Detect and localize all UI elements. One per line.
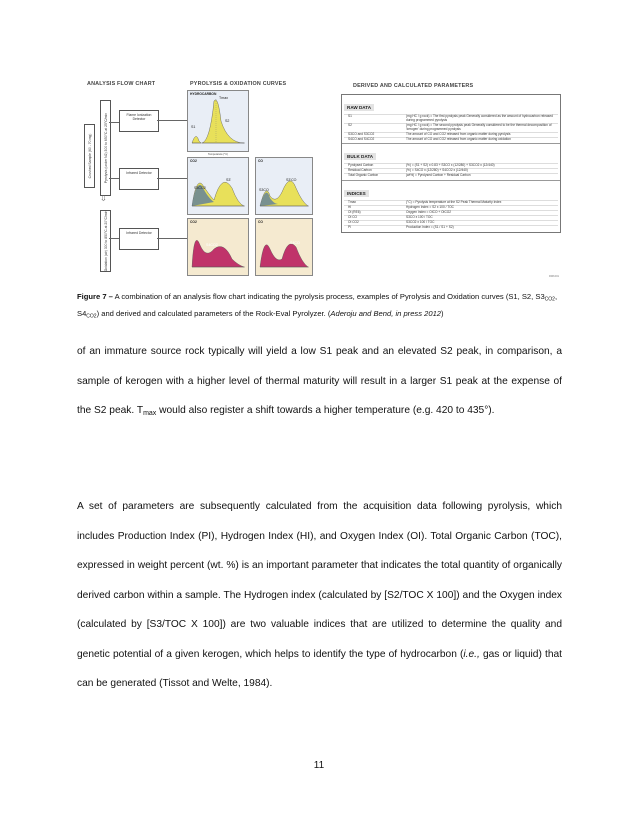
curves-title: PYROLYSIS & OXIDATION CURVES [190,81,287,87]
arrow-to-ir2 [109,238,119,239]
raw-data-section: RAW DATA S1 (mg HC / g rock) = The first pyrolysis peak Generally considered as the amount of hydrocarbon released during programmed pyrolysis S2 (mg HC / g rock) = The second pyrolysis peak Generally considered to be the thermal decomposition of 'kerogen' during programmed pyrolysis S3CO and S3CO2 The amount of CO and CO2 released from organic matter during pyrolysis S4CO and S4CO2 The amount of CO and CO2 released from organic matter during oxidation [342,95,560,144]
page-number: 11 [313,760,325,771]
param-row: S2 (mg HC / g rock) = The second pyrolysis peak Generally considered to be the thermal decomposition of 'kerogen' during programmed pyrolysis [344,123,558,132]
crushed-sample-box: Crushed Sample (60 - 70 mg) [84,124,95,188]
param-row: S3CO and S3CO2 The amount of CO and CO2 released from organic matter during pyrolysis [344,132,558,137]
param-row: S4CO and S4CO2 The amount of CO and CO2 released from organic matter during oxidation [344,137,558,142]
s4co2-peak [192,240,244,267]
oxidation-box: Oxidation (air) 300 to 850°C at 20°C/min [100,210,111,272]
figure-id: R08-001 [549,275,559,278]
pyrolysis-box: Pyrolysis (under N2) 300 to 650°C at 25°C/min [100,100,111,196]
infrared-detector-2: Infrared Detector [119,228,159,250]
param-row: S1 (mg HC / g rock) = The first pyrolysis peak Generally considered as the amount of hydrocarbon released during programmed pyrolysis [344,114,558,123]
arrow-to-co2-panel [157,178,187,179]
body-paragraph-2: A set of parameters are subsequently calculated from the acquisition data following pyrolysis, which includes Production Index (PI), Hydrogen Index (HI), and Oxygen Index (OI). Total Organic Carbon (TOC), expressed in weight percent (wt. %) is an important parameter that indicates the total quantity of organically derived carbon within a sample. The Hydrogen index (calculated by [S2/TOC X 100]) and the Oxygen index (calculated by [S3/TOC X 100]) are two valuable indices that are utilized to determine the quality and genetic potential of a given kerogen, which helps to identify the type of hydrocarbon (i.e., gas or liquid) that can be generated (Tissot and Welte, 1984). [77,501,562,689]
param-row: Residual Carbon (%) = S4CO x (12/280) + S4CO2 x (12/440) [344,168,558,173]
co2-pyrolysis-panel: CO2 S3CO2 S3' [187,157,249,215]
arrow-to-fid [109,122,119,123]
parameters-table [341,94,561,233]
param-row: Pyrolysed Carbon (%) = (S1 + S2) x 0.83 + S3CO x (12/280) + S3CO2 x (12/440) [344,163,558,168]
arrow-to-hc-panel [157,120,187,121]
param-row: PI Production Index = (S1 / S1 + S2) [344,225,558,230]
fid-detector: Flame Ionization Detector [119,110,159,132]
caption-citation: Aderoju and Bend, in press 2012 [330,308,442,318]
param-row: Tmax (°C) = Pyrolysis temperature at the S2 Peak Thermal Maturity Index [344,200,558,205]
s4co-peak [260,244,308,267]
param-row: HI Hydrogen Index = S2 x 100 / TOC [344,205,558,210]
arrow-to-ox-panel [157,238,187,239]
figure-caption: Figure 7 – A combination of an analysis flow chart indicating the pyrolysis process, examples of Pyrolysis and Oxidation curves (S1, S2, $S3_{CO2}$, $S4_{CO2}$) and derived and calculated parameters of the Rock-Eval Pyrolyzer. (Aderoju and Bend, in press 2012) [77,292,558,319]
parameters-title: DERIVED AND CALCULATED PARAMETERS [353,83,474,89]
param-row: OI CO S3CO x 100 / TOC [344,215,558,220]
s1-peak [192,136,201,143]
flow-down-arrow: ⇩ [100,194,107,203]
indices-section: INDICES Tmax (°C) = Pyrolysis temperature at the S2 Peak Thermal Maturity Index HI Hydrogen Index = S2 x 100 / TOC OI (RE6) Oxygen Index = OICO + OICO2 OI CO S3CO x 100 / TOC OI CO2 S3CO2 x 100 / TOC PI Production Index = (S1 / S1 + S2) [342,181,560,231]
caption-label: Figure 7 – [77,292,113,301]
hydrocarbon-panel: HYDROCARBON S1 S2 Tmax Temperature (°C) [187,90,249,152]
arrow-to-ir1 [109,178,119,179]
param-row: OI CO2 S3CO2 x 100 / TOC [344,220,558,225]
co2-oxidation-panel: CO2 S4CO2 [187,218,249,276]
s2-peak [202,100,244,143]
co-oxidation-panel: CO S4CO [255,218,313,276]
figure-7 [77,70,565,280]
bulk-data-section: BULK DATA Pyrolysed Carbon (%) = (S1 + S2) x 0.83 + S3CO x (12/280) + S3CO2 x (12/440) Residual Carbon (%) = S4CO x (12/280) + S4CO2 x (12/440) Total Organic Carbon (wt%) = Pyrolysed Carbon + Residual Carbon [342,144,560,181]
flowchart-title: ANALYSIS FLOW CHART [87,81,156,87]
infrared-detector-1: Infrared Detector [119,168,159,190]
param-row: Total Organic Carbon (wt%) = Pyrolysed Carbon + Residual Carbon [344,173,558,178]
param-row: OI (RE6) Oxygen Index = OICO + OICO2 [344,210,558,215]
co-pyrolysis-panel: CO S3CO S3'CO [255,157,313,215]
body-paragraph-1: of an immature source rock typically will yield a low S1 peak and an elevated S2 peak, in comparison, a sample of kerogen with a higher level of thermal maturity will result in a larger S1 peak at the expense of the S2 peak. $T_{max}$ would also register a shift towards a higher temperature (e.g. 420 to 435°). [77,346,562,417]
